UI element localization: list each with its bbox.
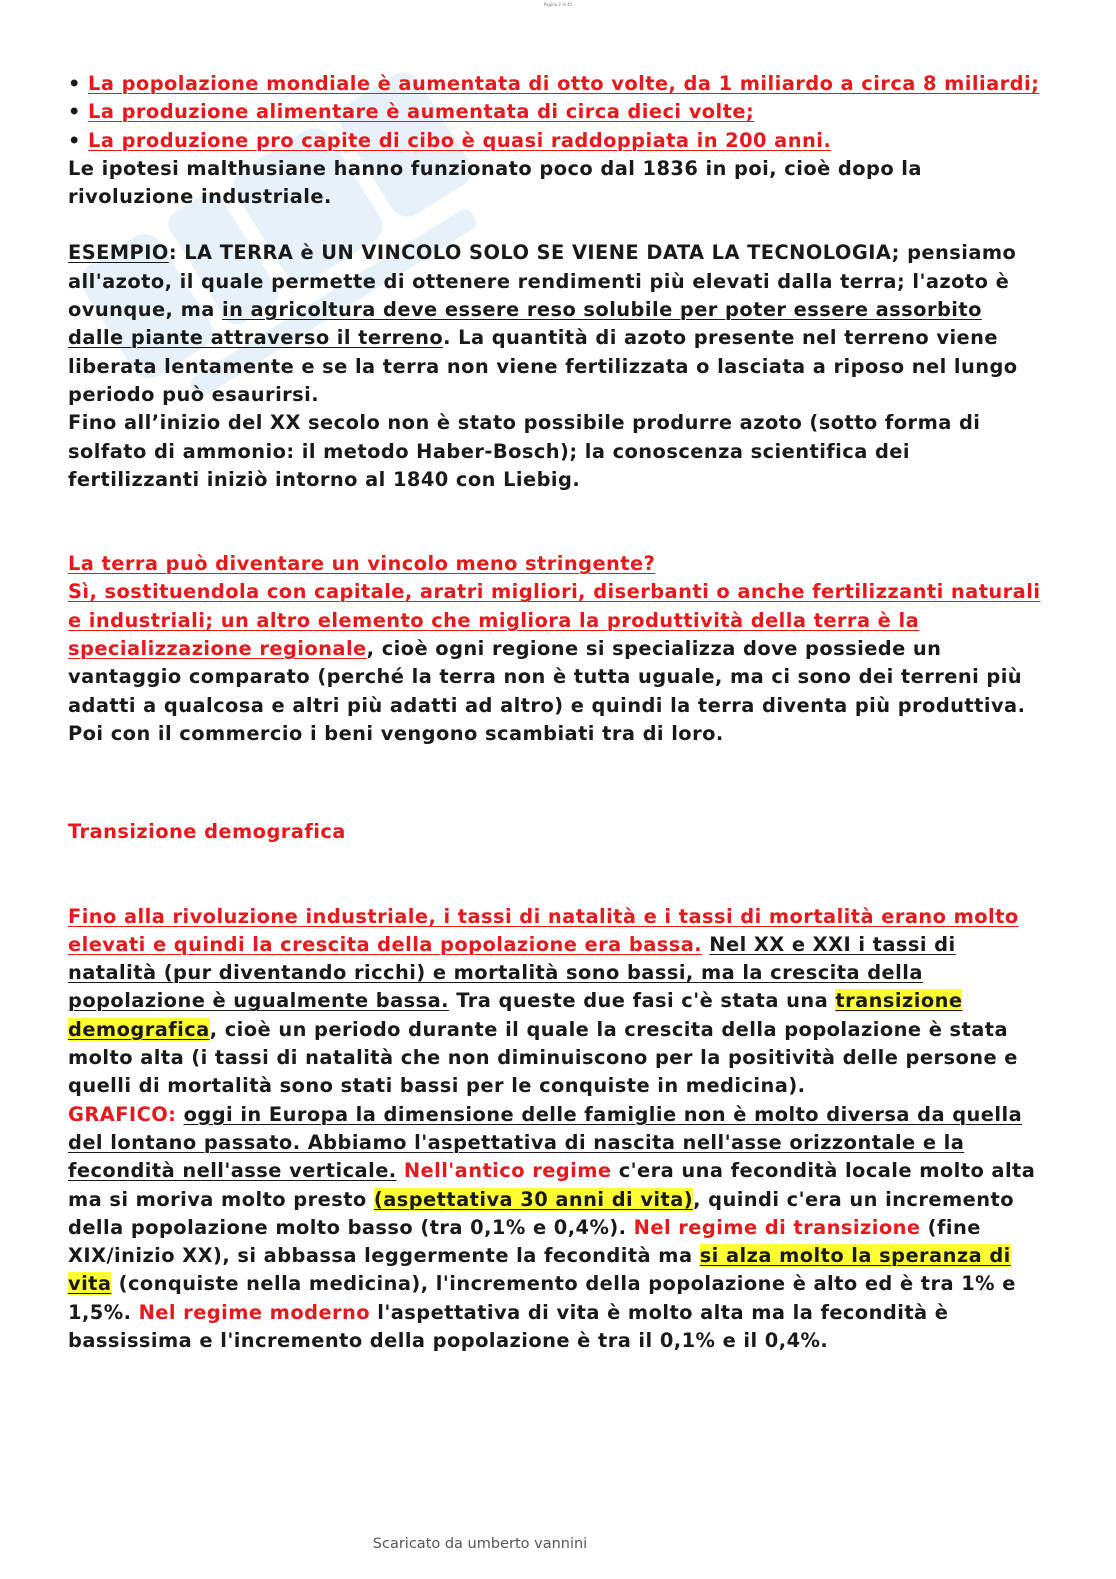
bullet-text: La produzione pro capite di cibo è quasi raddoppiata in 200 anni. [88,128,832,152]
section-title: Transizione demografica [68,820,346,844]
esempio-underlined: in agricoltura deve essere reso solubile per poter essere assorbito dalle piante attraverso il terreno [68,298,982,350]
footer-download-note: Scaricato da umberto vannini [372,1536,588,1552]
esempio-history: Fino all’inizio del XX secolo non è stato possibile produrre azoto (sotto forma di solfato di ammonio: il metodo Haber-Bosch); la conoscenza scientifica dei fertilizzanti iniziò intorno al 1840 con Liebig. [68,411,981,491]
vincolo-question: La terra può diventare un vincolo meno stringente? [68,552,656,576]
grafico-paragraph: GRAFICO: oggi in Europa la dimensione delle famiglie non è molto diversa da quella del lontano passato. Abbiamo l'aspettativa di nascita nell'asse orizzontale e la fecondità nell'asse verticale. Nell'antico regime c'era una fecondità locale molto alta ma si moriva molto presto (aspettativa 30 anni di vita), quindi c'era un incremento della popolazione molto basso (tra 0,1% e 0,4%). Nel regime di transizione (fine XIX/inizio XX), si abbassa leggermente la fecondità ma si alza molto la speranza di vita (conquiste nella medicina), l'incremento della popolazione è alto ed è tra 1% e 1,5%. Nel regime moderno l'aspettativa di vita è molto alta ma la fecondità è bassissima e l'incremento della popolazione è tra il 0,1% e il 0,4%. [68,1102,1036,1352]
esempio-paragraph: ESEMPIO: LA TERRA è UN VINCOLO SOLO SE VIENE DATA LA TECNOLOGIA; pensiamo all'azoto, il quale permette di ottenere rendimenti più elevati dalla terra; l'azoto è ovunque, ma in agricoltura deve essere reso solubile per poter essere assorbito dalle piante attraverso il terreno. La quantità di azoto presente nel terreno viene liberata lentamente e se la terra non viene fertilizzata o lasciata a riposo nel lungo periodo può esaurirsi. [68,241,1018,406]
bullet-text: La produzione alimentare è aumentata di circa dieci volte; [88,100,755,124]
transizione-paragraph: Fino alla rivoluzione industriale, i tassi di natalità e i tassi di mortalità erano molto elevati e quindi la crescita della popolazione era bassa. Nel XX e XXI i tassi di natalità (pur diventando ricchi) e mortalità sono bassi, ma la crescita della popolazione è ugualmente bassa. Tra queste due fasi c'è stata una transizione demografica, cioè un periodo durante il quale la crescita della popolazione è stata molto alta (i tassi di natalità che non diminuiscono per la positività delle persone e quelli di mortalità sono stati bassi per le conquiste in medicina). [68,904,1019,1098]
page-counter: Pagina 2 di 45 [543,2,573,7]
malthus-note: Le ipotesi malthusiane hanno funzionato poco dal 1836 in poi, cioè dopo la rivoluzione industriale. [68,156,922,209]
grafico-label: GRAFICO: [68,1102,177,1126]
bullet-item: • La produzione alimentare è aumentata di circa dieci volte; [68,100,755,124]
highlight-aspettativa: (aspettativa 30 anni di vita) [373,1187,694,1211]
highlight-transizione: transizione demografica [68,989,963,1041]
bullet-item: • La popolazione mondiale è aumentata di otto volte, da 1 miliardo a circa 8 miliardi; [68,72,1040,95]
esempio-label: ESEMPIO [68,241,169,265]
bullet-item: • La produzione pro capite di cibo è quasi raddoppiata in 200 anni. [68,128,832,152]
document-body [68,70,1043,1355]
bullet-text: La popolazione mondiale è aumentata di otto volte, da 1 miliardo a circa 8 miliardi; [88,72,1040,95]
highlight-speranza: si alza molto la speranza di vita [68,1244,1011,1296]
vincolo-answer: Sì, sostituendola con capitale, aratri migliori, diserbanti o anche fertilizzanti naturali e industriali; un altro elemento che migliora la produttività della terra è la specializzazione regionale, cioè ogni regione si specializza dove possiede un vantaggio comparato (perché la terra non è tutta uguale, ma ci sono dei terreni più adatti a qualcosa e altri più adatti ad altro) e quindi la terra diventa più produttiva. Poi con il commercio i beni vengono scambiati tra di loro. [68,580,1041,745]
